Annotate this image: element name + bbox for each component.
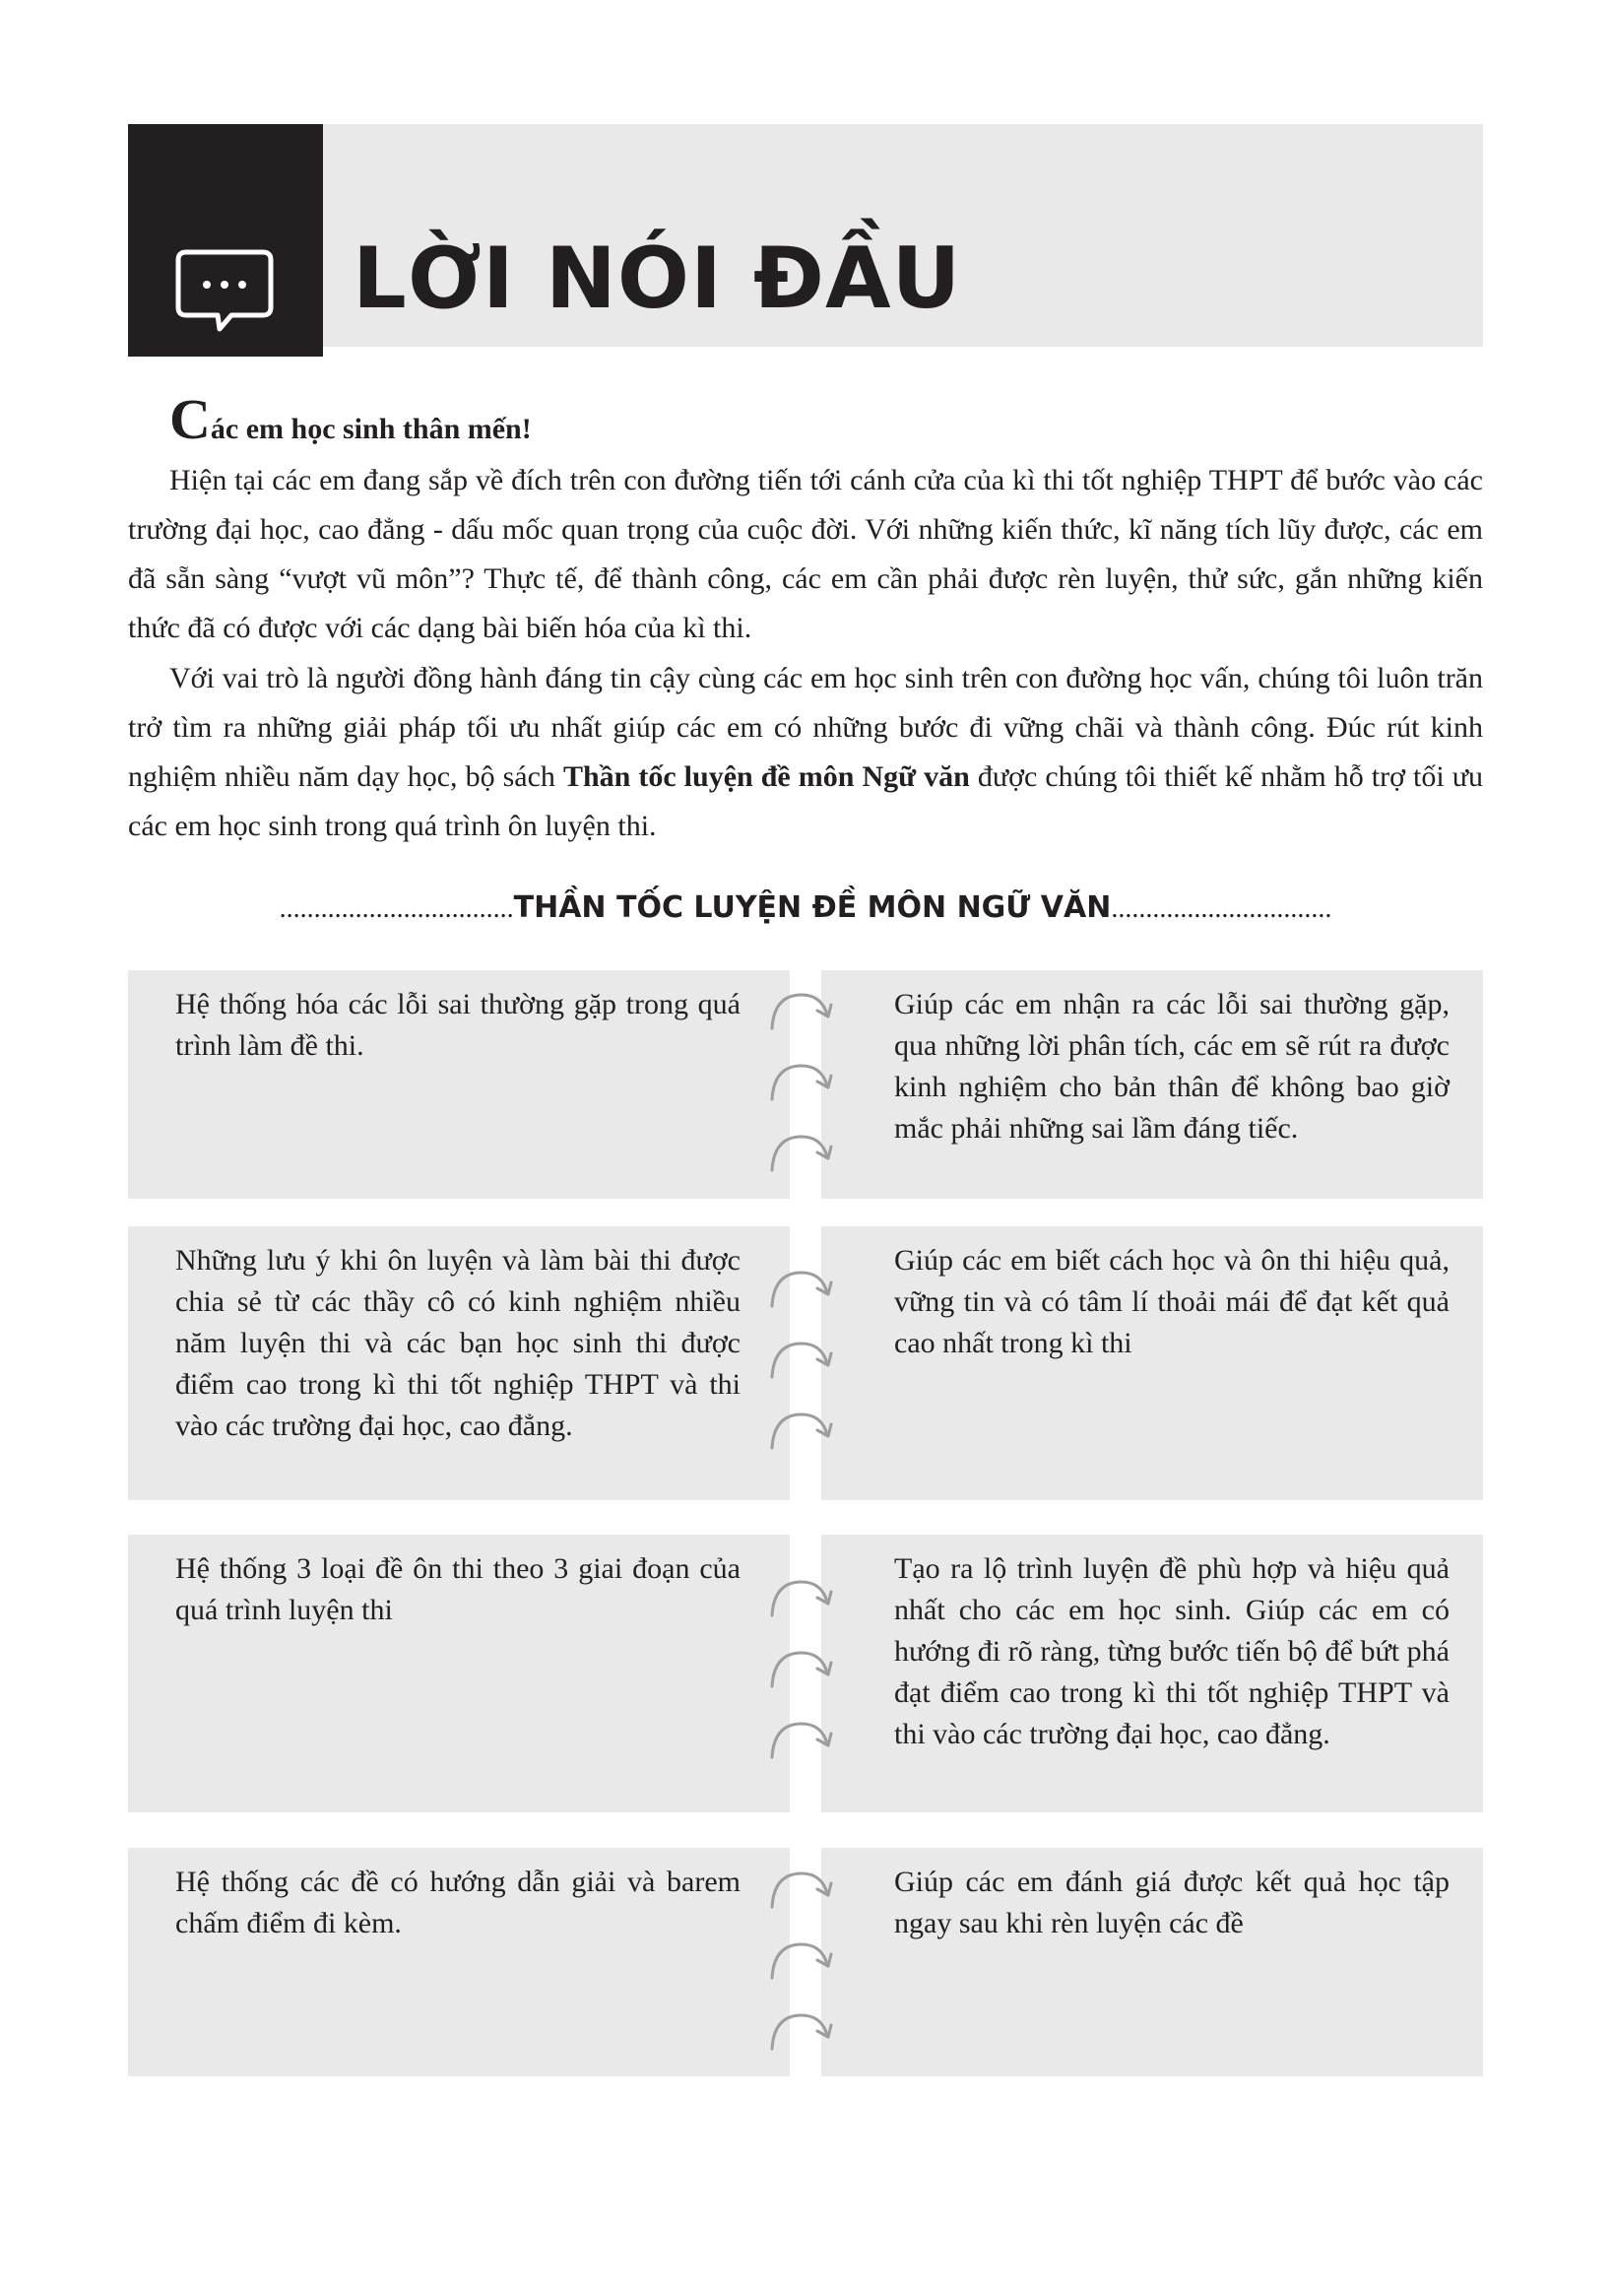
feature-cell bbox=[128, 1535, 790, 1812]
arrow-connector bbox=[764, 1267, 853, 1479]
benefit-text: Giúp các em nhận ra các lỗi sai thường gặp, qua những lời phân tích, các em sẽ rút ra được kinh nghiệm cho bản thân để không bao giờ mắc phải những sai lầm đáng tiếc. bbox=[894, 988, 1450, 1145]
curved-arrow-icon bbox=[764, 1576, 835, 1621]
benefit-cell bbox=[821, 970, 1483, 1199]
section-heading bbox=[128, 890, 1483, 925]
feature-cell bbox=[128, 1226, 790, 1500]
arrow-connector bbox=[764, 1868, 853, 2080]
curved-arrow-icon bbox=[764, 1409, 835, 1454]
benefit-cell bbox=[821, 1848, 1483, 2076]
leader-dots-left: .................................. bbox=[279, 893, 514, 924]
curved-arrow-icon bbox=[764, 2009, 835, 2055]
salutation-text: ác em học sinh thân mến! bbox=[210, 413, 532, 445]
book-title: Thần tốc luyện đề môn Ngữ văn bbox=[562, 760, 970, 793]
salutation-dropcap: C bbox=[169, 387, 211, 451]
benefit-text: Giúp các em đánh giá được kết quả học tập ngay sau khi rèn luyện các đề bbox=[894, 1866, 1450, 1939]
arrow-connector bbox=[764, 1576, 853, 1789]
intro-paragraph-1: Hiện tại các em đang sắp về đích trên con đường tiến tới cánh cửa của kì thi tốt nghiệp THPT để bước vào các trường đại học, cao đẳng - dấu mốc quan trọng của cuộc đời. Với những kiến thức, kĩ năng tích lũy được, các em đã sẵn sàng “vượt vũ môn”? Thực tế, để thành công, các em cần phải được rèn luyện, thử sức, gắn những kiến thức đã có được với các dạng bài biến hóa của kì thi. bbox=[128, 464, 1483, 644]
intro-paragraph-2-start: Với vai trò là người đồng hành đáng tin cậy cùng các em học sinh trên con đường học vấn, chúng tôi luôn trăn trở tìm ra những giải pháp tối ưu nhất giúp các em có những bước đi vững chãi và thành công. Đúc rút kinh nghiệm nhiều năm dạy học, bộ sách bbox=[128, 662, 1483, 793]
section-heading-text: THẦN TỐC LUYỆN ĐỀ MÔN NGỮ VĂN bbox=[513, 890, 1112, 925]
benefit-text: Giúp các em biết cách học và ôn thi hiệu quả, vững tin và có tâm lí thoải mái để đạt kết quả cao nhất trong kì thi bbox=[894, 1244, 1450, 1359]
curved-arrow-icon bbox=[764, 1060, 835, 1105]
curved-arrow-icon bbox=[764, 1647, 835, 1692]
leader-dots-right: ................................ bbox=[1111, 893, 1332, 924]
feature-cell bbox=[128, 1848, 790, 2076]
benefit-cell bbox=[821, 1535, 1483, 1812]
benefit-text: Tạo ra lộ trình luyện đề phù hợp và hiệu quả nhất cho các em học sinh. Giúp các em có hướng đi rõ ràng, từng bước tiến bộ để bứt phá đạt điểm cao trong kì thi tốt nghiệp THPT và thi vào các trường đại học, cao đẳng. bbox=[894, 1552, 1450, 1750]
curved-arrow-icon bbox=[764, 1938, 835, 1984]
curved-arrow-icon bbox=[764, 1131, 835, 1176]
feature-text: Hệ thống hóa các lỗi sai thường gặp trong quá trình làm đề thi. bbox=[175, 988, 741, 1062]
curved-arrow-icon bbox=[764, 989, 835, 1034]
intro-paragraph-2 bbox=[128, 654, 1483, 851]
salutation bbox=[169, 387, 532, 451]
curved-arrow-icon bbox=[764, 1338, 835, 1383]
feature-text: Hệ thống 3 loại đề ôn thi theo 3 giai đoạn của quá trình luyện thi bbox=[175, 1552, 741, 1626]
benefit-cell bbox=[821, 1226, 1483, 1500]
feature-text: Những lưu ý khi ôn luyện và làm bài thi được chia sẻ từ các thầy cô có kinh nghiệm nhiều năm luyện thi và các bạn học sinh thi được điểm cao trong kì thi tốt nghiệp THPT và thi vào các trường đại học, cao đẳng. bbox=[175, 1244, 741, 1442]
curved-arrow-icon bbox=[764, 1267, 835, 1312]
intro-paragraph-2-end: được chúng tôi thiết kế nhằm hỗ trợ tối ưu các em học sinh trong quá trình ôn luyện thi. bbox=[128, 760, 1483, 842]
curved-arrow-icon bbox=[764, 1868, 835, 1913]
feature-cell bbox=[128, 970, 790, 1199]
feature-text: Hệ thống các đề có hướng dẫn giải và barem chấm điểm đi kèm. bbox=[175, 1866, 741, 1939]
curved-arrow-icon bbox=[764, 1718, 835, 1763]
chat-bubble-icon bbox=[172, 246, 277, 345]
page-title: LỜI NÓI ĐẦU bbox=[353, 230, 962, 328]
arrow-connector bbox=[764, 989, 853, 1202]
